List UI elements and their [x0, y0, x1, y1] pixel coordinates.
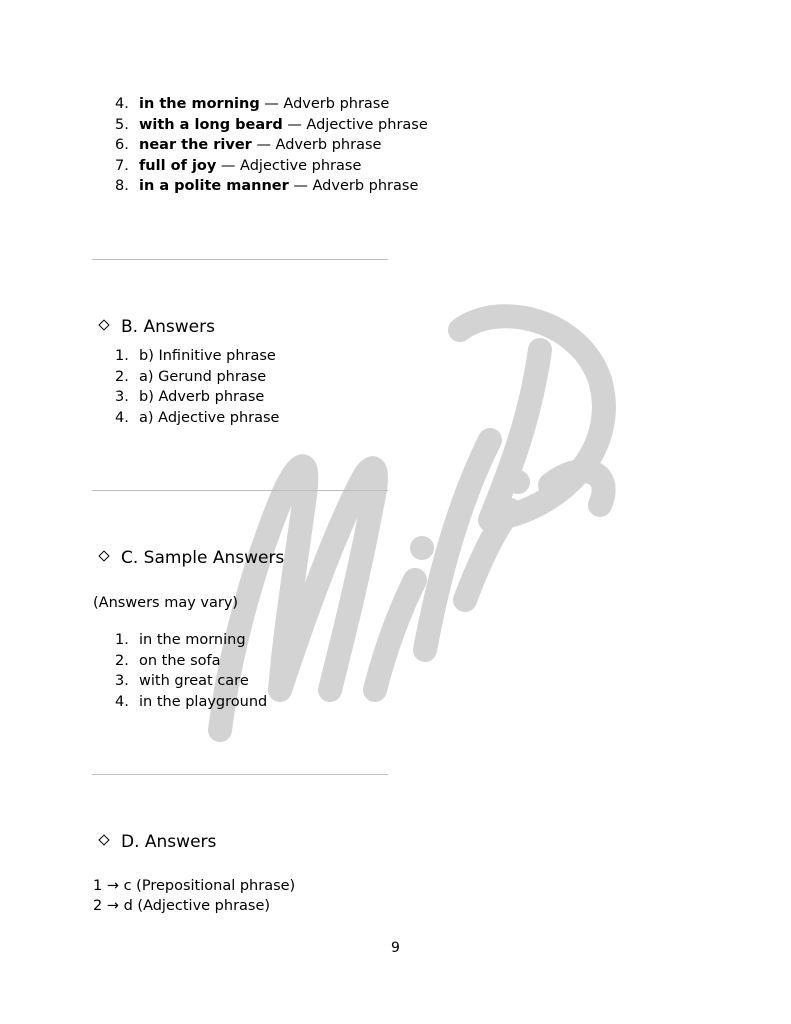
section-b-list: [93, 346, 279, 428]
horizontal-rule: [92, 490, 388, 491]
list-item: 2. a) Gerund phrase: [115, 368, 267, 385]
list-item: 3. with great care: [115, 673, 249, 689]
answers-note: (Answers may vary): [93, 595, 239, 611]
section-a-list: [93, 94, 428, 197]
match-line: 2 → d (Adjective phrase): [93, 898, 271, 914]
diamond-bullet-icon: [98, 834, 109, 845]
list-item: 4. a) Adjective phrase: [115, 409, 280, 426]
list-item: 4. in the playground: [115, 693, 268, 710]
diamond-bullet-icon: [98, 550, 109, 561]
list-item: 5. with a long beard — Adjective phrase: [115, 116, 428, 133]
list-item: 2. on the sofa: [115, 652, 221, 669]
section-b-heading: B. Answers: [100, 316, 215, 338]
match-line: 1 → c (Prepositional phrase): [93, 878, 296, 894]
list-item: 7. full of joy — Adjective phrase: [115, 157, 362, 174]
section-d-heading: D. Answers: [100, 831, 216, 853]
diamond-bullet-icon: [98, 319, 109, 330]
section-c-list: [93, 630, 267, 712]
section-c-heading: C. Sample Answers: [100, 547, 284, 569]
list-item: 6. near the river — Adverb phrase: [115, 137, 382, 153]
list-item: 4. in the morning — Adverb phrase: [115, 96, 390, 112]
list-item: 3. b) Adverb phrase: [115, 389, 265, 405]
list-item: 8. in a polite manner — Adverb phrase: [115, 178, 419, 194]
horizontal-rule: [92, 259, 388, 260]
list-item: 1. in the morning: [115, 632, 246, 648]
list-item: 1. b) Infinitive phrase: [115, 348, 276, 364]
page-number: 9: [391, 940, 400, 956]
horizontal-rule: [92, 774, 388, 775]
